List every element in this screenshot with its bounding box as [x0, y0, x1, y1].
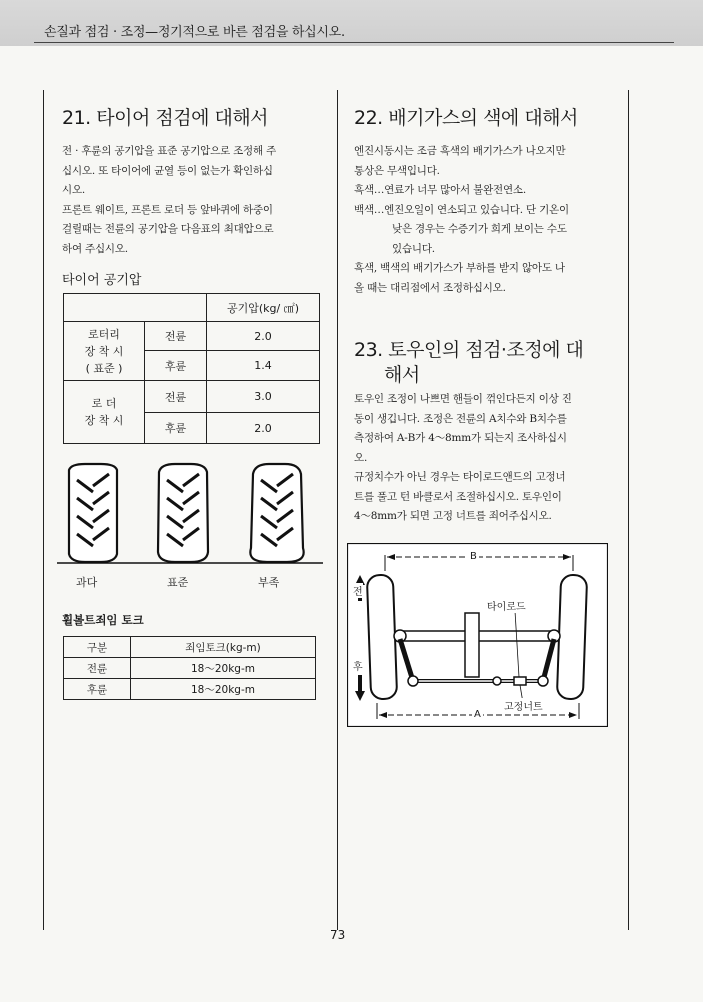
tire-pressure-table — [63, 293, 320, 444]
torque-header: 구분 — [64, 637, 131, 658]
pressure-value: 3.0 — [207, 381, 320, 413]
pressure-unit-header: 공기압(kg/ ㎠) — [207, 294, 320, 322]
torque-cell: 후륜 — [64, 679, 131, 700]
section-21-body — [62, 142, 330, 259]
body-line: 4～8mm가 되면 고정 너트를 죄어주십시오. — [354, 510, 552, 522]
torque-cell: 18～20kg-m — [131, 679, 316, 700]
right-column-border — [628, 90, 629, 930]
rear-label: 후 — [353, 658, 363, 673]
tie-rod-end-right — [538, 676, 548, 686]
dimension-a-label: A — [474, 709, 481, 720]
lock-nut — [514, 677, 526, 685]
body-line: 측정하여 A-B가 4～8mm가 되는지 조사하십시 — [354, 432, 567, 444]
header-divider — [34, 42, 674, 43]
pressure-value: 2.0 — [207, 322, 320, 351]
body-line: 통상은 무색입니다. — [354, 164, 440, 177]
body-line: 동이 생깁니다. 조정은 전륜의 A치수와 B치수를 — [354, 412, 567, 425]
body-line: 하여 주십시오. — [62, 242, 128, 255]
body-line: 시오. — [62, 184, 86, 196]
body-line: 흑색, 백색의 배기가스가 부하를 받지 않아도 나 — [354, 262, 565, 274]
tie-rod-joint — [493, 677, 501, 685]
body-line: 토우인 조정이 나쁘면 핸들이 꺾인다든지 이상 진 — [354, 393, 572, 405]
toe-in-diagram — [347, 543, 608, 727]
tire-label: 부족 — [258, 576, 280, 589]
body-line: 있습니다. — [392, 242, 435, 255]
tire-illustrations — [55, 462, 325, 572]
column-divider — [337, 90, 338, 930]
body-line: 걸릴때는 전륜의 공기압을 다음표의 최대압으로 — [62, 223, 274, 235]
pressure-value: 1.4 — [207, 351, 320, 381]
left-column-border — [43, 90, 44, 930]
group-label-loader: 로 더 장 착 시 — [64, 381, 145, 444]
tire-over-inflated — [69, 464, 117, 562]
body-line: 규정치수가 아닌 경우는 타이로드앤드의 고정너 — [354, 471, 566, 483]
dimension-b-label: B — [470, 551, 477, 562]
body-line: 엔진시동시는 조금 흑색의 배기가스가 나오지만 — [354, 145, 566, 157]
tie-rod-end-left — [408, 676, 418, 686]
body-line: 프론트 웨이트, 프론트 로더 등 앞바퀴에 하중이 — [62, 203, 273, 216]
front-label: 전 — [353, 583, 363, 598]
empty-header-cell — [64, 294, 207, 322]
torque-table — [63, 636, 316, 700]
tire-label: 과다 — [76, 576, 98, 589]
torque-cell: 18～20kg-m — [131, 658, 316, 679]
tie-rod-label: 타이로드 — [487, 598, 526, 613]
section-22-title: 22. 배기가스의 색에 대해서 — [354, 107, 578, 129]
body-line: 흑색…연료가 너무 많아서 불완전연소. — [354, 184, 526, 196]
right-front-wheel — [557, 575, 587, 700]
section-23-title — [354, 338, 583, 388]
wheel-cell: 후륜 — [145, 351, 207, 381]
title-line: 23. 토우인의 점검·조정에 대 — [354, 339, 584, 361]
torque-title: 휠볼트죄임 토크 — [62, 613, 144, 627]
wheel-cell: 전륜 — [145, 322, 207, 351]
tire-standard — [158, 464, 208, 562]
left-front-wheel — [367, 575, 397, 700]
body-line: 트를 풀고 턴 바클로서 조절하십시오. 토우인이 — [354, 490, 562, 503]
group-label-rotary: 로터리 장 착 시 ( 표준 ) — [64, 322, 145, 381]
body-line: 전 · 후륜의 공기압을 표준 공기압으로 조정해 주 — [62, 145, 277, 157]
torque-header: 죄임토크(kg-m) — [131, 637, 316, 658]
body-line: 올 때는 대리점에서 조정하십시오. — [354, 281, 506, 294]
body-line: 낮은 경우는 수증기가 희게 보이는 수도 — [392, 223, 567, 235]
body-line: 백색…엔진오일이 연소되고 있습니다. 단 기온이 — [354, 203, 569, 216]
title-line: 해서 — [384, 364, 420, 386]
body-line: 십시오. 또 타이어에 균열 등이 없는가 확인하십 — [62, 164, 273, 177]
torque-cell: 전륜 — [64, 658, 131, 679]
section-23-body — [354, 390, 622, 527]
header-title: 손질과 점검 · 조정—정기적으로 바른 점검을 하십시오. — [44, 25, 345, 40]
wheel-cell: 후륜 — [145, 413, 207, 444]
page-number: 73 — [330, 928, 346, 942]
body-line: 오. — [354, 451, 368, 464]
tire-pressure-title: 타이어 공기압 — [62, 273, 142, 288]
wheel-cell: 전륜 — [145, 381, 207, 413]
center-pivot — [465, 613, 479, 677]
tire-under-inflated — [250, 464, 303, 562]
section-21-title: 21. 타이어 점검에 대해서 — [62, 107, 269, 129]
tire-label: 표준 — [167, 576, 189, 589]
section-22-body — [354, 142, 622, 298]
pressure-value: 2.0 — [207, 413, 320, 444]
lock-nut-label: 고정너트 — [504, 698, 543, 713]
